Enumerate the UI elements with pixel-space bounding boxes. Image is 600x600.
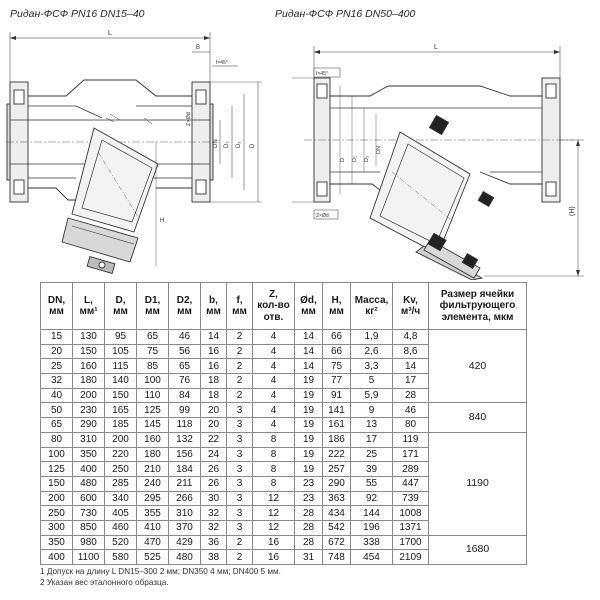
table-cell: 66 [323,344,351,359]
table-cell: 12 [253,506,295,521]
table-cell: 2109 [393,550,429,565]
header-f: f, мм [227,283,253,330]
table-cell: 13 [351,418,393,433]
table-cell: 32 [41,374,73,389]
table-cell: 310 [73,432,105,447]
table-cell: 9 [351,403,393,418]
table-cell: 156 [169,447,201,462]
table-cell: 250 [105,462,137,477]
header-od: Ød, мм [295,283,323,330]
table-cell: 289 [393,462,429,477]
table-cell: 125 [137,403,169,418]
table-cell: 2 [227,550,253,565]
table-cell: 25 [41,359,73,374]
header-h: H, мм [323,283,351,330]
table-cell: 28 [295,535,323,550]
table-cell: 520 [105,535,137,550]
table-cell: 19 [295,374,323,389]
dimension-l-label: L [434,44,438,51]
table-cell: 40 [41,388,73,403]
table-cell: 8,6 [393,344,429,359]
table-cell: 19 [295,447,323,462]
table-cell: 1371 [393,520,429,535]
table-cell: 980 [73,535,105,550]
table-cell: 50 [41,403,73,418]
table-cell: 23 [295,476,323,491]
table-cell: 76 [169,374,201,389]
table-cell: 300 [41,520,73,535]
header-kv: Kv, м³/ч [393,283,429,330]
dimension-d1-label: D₁ [236,141,242,148]
mesh-size-cell: 1190 [429,432,527,535]
table-cell: 30 [201,491,227,506]
chamfer-label: f×45° [216,60,228,66]
table-cell: 15 [41,330,73,345]
table-cell: 186 [323,432,351,447]
table-cell: 145 [137,418,169,433]
table-cell: 2 [227,388,253,403]
dimensions-table [40,282,527,565]
table-cell: 285 [105,476,137,491]
table-cell: 480 [73,476,105,491]
table-cell: 46 [169,330,201,345]
table-cell: 3 [227,403,253,418]
table-cell: 748 [323,550,351,565]
table-cell: 429 [169,535,201,550]
table-cell: 3 [227,476,253,491]
table-cell: 1008 [393,506,429,521]
table-cell: 26 [201,462,227,477]
table-cell: 65 [41,418,73,433]
table-cell: 14 [393,359,429,374]
table-cell: 447 [393,476,429,491]
table-cell: 144 [351,506,393,521]
table-cell: 17 [351,432,393,447]
table-cell: 16 [253,550,295,565]
table-cell: 2,6 [351,344,393,359]
table-cell: 4,8 [393,330,429,345]
table-cell: 19 [295,403,323,418]
table-cell: 25 [351,447,393,462]
table-cell: 150 [105,388,137,403]
footnotes [40,566,281,588]
table-cell: 200 [41,491,73,506]
table-cell: 310 [169,506,201,521]
table-cell: 434 [323,506,351,521]
table-cell: 75 [323,359,351,374]
table-cell: 161 [323,418,351,433]
table-cell: 350 [41,535,73,550]
table-cell: 19 [295,388,323,403]
table-cell: 2 [227,344,253,359]
table-cell: 20 [201,418,227,433]
table-cell: 92 [351,491,393,506]
table-cell: 8 [253,462,295,477]
header-z: Z, кол-во отв. [253,283,295,330]
table-cell: 3 [227,506,253,521]
table-cell: 370 [169,520,201,535]
table-cell: 4 [253,374,295,389]
table-cell: 99 [169,403,201,418]
table-cell: 2 [227,374,253,389]
dimension-dn-label: DN [376,146,382,154]
table-cell: 84 [169,388,201,403]
table-cell: 3,3 [351,359,393,374]
table-cell: 39 [351,462,393,477]
drawing-title-dn50-400: Ридан-ФСФ PN16 DN50–400 [275,8,416,20]
table-cell: 8 [253,476,295,491]
table-cell: 739 [393,491,429,506]
table-cell: 184 [169,462,201,477]
table-cell: 66 [323,330,351,345]
table-cell: 28 [295,520,323,535]
table-cell: 266 [169,491,201,506]
table-cell: 355 [137,506,169,521]
table-cell: 12 [253,491,295,506]
mesh-size-cell: 1680 [429,535,527,564]
table-cell: 28 [393,388,429,403]
header-mesh-size: Размер ячейки фильтрующего элемента, мкм [429,283,527,330]
table-cell: 405 [105,506,137,521]
table-cell: 100 [137,374,169,389]
header-mass: Масса, кг² [351,283,393,330]
table-cell: 400 [41,550,73,565]
table-cell: 600 [73,491,105,506]
table-cell: 350 [73,447,105,462]
table-cell: 28 [295,506,323,521]
table-cell: 2 [227,535,253,550]
header-b: b, мм [201,283,227,330]
table-cell: 3 [227,432,253,447]
table-cell: 454 [351,550,393,565]
table-row [41,432,527,447]
table-cell: 16 [201,359,227,374]
table-row [41,403,527,418]
table-cell: 295 [137,491,169,506]
table-cell: 46 [393,403,429,418]
table-cell: 18 [201,374,227,389]
table-cell: 115 [105,359,137,374]
table-cell: 338 [351,535,393,550]
chamfer-label: f×45° [316,71,328,77]
table-cell: 18 [201,388,227,403]
table-cell: 4 [253,388,295,403]
table-cell: 32 [201,520,227,535]
table-cell: 85 [137,359,169,374]
table-cell: 410 [137,520,169,535]
table-cell: 77 [323,374,351,389]
table-cell: 165 [105,403,137,418]
table-cell: 230 [73,403,105,418]
table-row [41,330,527,345]
table-cell: 19 [295,432,323,447]
table-cell: 3 [227,447,253,462]
dimension-d-label: D [250,143,256,148]
header-d: D, мм [105,283,137,330]
table-cell: 672 [323,535,351,550]
table-cell: 200 [105,432,137,447]
table-cell: 200 [73,388,105,403]
table-cell: 220 [105,447,137,462]
holes-label: Z×Ød [186,112,192,126]
table-cell: 2 [227,359,253,374]
table-cell: 3 [227,418,253,433]
table-cell: 240 [137,476,169,491]
table-cell: 140 [105,374,137,389]
table-cell: 32 [201,506,227,521]
table-cell: 20 [201,403,227,418]
table-cell: 5 [351,374,393,389]
table-cell: 150 [41,476,73,491]
table-cell: 171 [393,447,429,462]
strainer-drawing-dn15-40 [6,22,268,280]
table-cell: 125 [41,462,73,477]
table-cell: 14 [295,359,323,374]
table-cell: 290 [323,476,351,491]
table-cell: 4 [253,418,295,433]
table-cell: 257 [323,462,351,477]
table-cell: 65 [137,330,169,345]
table-cell: 4 [253,359,295,374]
strainer-drawing-dn50-400 [284,22,592,280]
table-cell: 3 [227,520,253,535]
table-cell: 290 [73,418,105,433]
table-cell: 19 [295,462,323,477]
table-cell: 480 [169,550,201,565]
mesh-size-cell: 840 [429,403,527,432]
dimension-l-label: L [108,30,112,37]
table-cell: 141 [323,403,351,418]
holes-label: Z×Ød [316,213,329,219]
table-cell: 26 [201,476,227,491]
table-cell: 150 [73,344,105,359]
table-cell: 340 [105,491,137,506]
table-cell: 16 [253,535,295,550]
table-cell: 2 [227,330,253,345]
table-cell: 31 [295,550,323,565]
table-cell: 119 [393,432,429,447]
table-cell: 95 [105,330,137,345]
table-cell: 400 [73,462,105,477]
table-body [41,330,527,565]
table-cell: 196 [351,520,393,535]
table-cell: 8 [253,432,295,447]
table-cell: 730 [73,506,105,521]
dimension-d-label: D [340,158,346,162]
table-cell: 24 [201,447,227,462]
table-cell: 130 [73,330,105,345]
table-cell: 105 [105,344,137,359]
table-cell: 132 [169,432,201,447]
table-cell: 36 [201,535,227,550]
table-cell: 210 [137,462,169,477]
table-cell: 80 [393,418,429,433]
table-cell: 75 [137,344,169,359]
table-cell: 91 [323,388,351,403]
table-cell: 160 [73,359,105,374]
table-cell: 65 [169,359,201,374]
table-cell: 250 [41,506,73,521]
mesh-size-cell: 420 [429,330,527,403]
table-header-row [41,283,527,330]
table-cell: 14 [295,344,323,359]
table-cell: 56 [169,344,201,359]
table-cell: 80 [41,432,73,447]
table-cell: 525 [137,550,169,565]
table-cell: 19 [295,418,323,433]
table-cell: 185 [105,418,137,433]
dimension-d2-label: D₂ [364,155,370,162]
table-cell: 16 [201,344,227,359]
table-cell: 14 [201,330,227,345]
table-cell: 4 [253,344,295,359]
table-cell: 160 [137,432,169,447]
header-dn: DN, мм [41,283,73,330]
footnote-2: 2 Указан вес эталонного образца. [40,578,169,587]
table-cell: 22 [201,432,227,447]
drawing-title-dn15-40: Ридан-ФСФ PN16 DN15–40 [10,8,145,20]
table-cell: 4 [253,403,295,418]
table-cell: 110 [137,388,169,403]
table-cell: 17 [393,374,429,389]
table-cell: 211 [169,476,201,491]
dimension-d1-label: D₁ [352,156,358,162]
table-cell: 1,9 [351,330,393,345]
table-row [41,535,527,550]
table-cell: 100 [41,447,73,462]
table-cell: 542 [323,520,351,535]
table-cell: 470 [137,535,169,550]
table-cell: 1700 [393,535,429,550]
table-cell: 38 [201,550,227,565]
table-cell: 23 [295,491,323,506]
table-cell: 1100 [73,550,105,565]
dimension-b-label: B [196,45,201,51]
footnote-1: 1 Допуск на длину L DN15–300 2 мм; DN350 4 мм; DN400 5 мм. [40,567,281,576]
table-cell: 850 [73,520,105,535]
table-cell: 180 [73,374,105,389]
table-cell: 180 [137,447,169,462]
header-d2: D2, мм [169,283,201,330]
header-l: L, мм¹ [73,283,105,330]
table-cell: 118 [169,418,201,433]
table-cell: 3 [227,491,253,506]
table-cell: 4 [253,330,295,345]
dimension-d2-label: D₂ [224,141,230,148]
table-cell: 3 [227,462,253,477]
table-cell: 460 [105,520,137,535]
dimension-h-label: (H) [569,206,576,216]
header-d1: D1, мм [137,283,169,330]
table-cell: 580 [105,550,137,565]
table-cell: 55 [351,476,393,491]
dimension-h-label: H [160,218,165,224]
table-cell: 5,9 [351,388,393,403]
table-cell: 363 [323,491,351,506]
table-cell: 12 [253,520,295,535]
table-cell: 8 [253,447,295,462]
table-cell: 14 [295,330,323,345]
dimension-dn-label: DN [213,139,219,148]
table-cell: 222 [323,447,351,462]
table-cell: 20 [41,344,73,359]
